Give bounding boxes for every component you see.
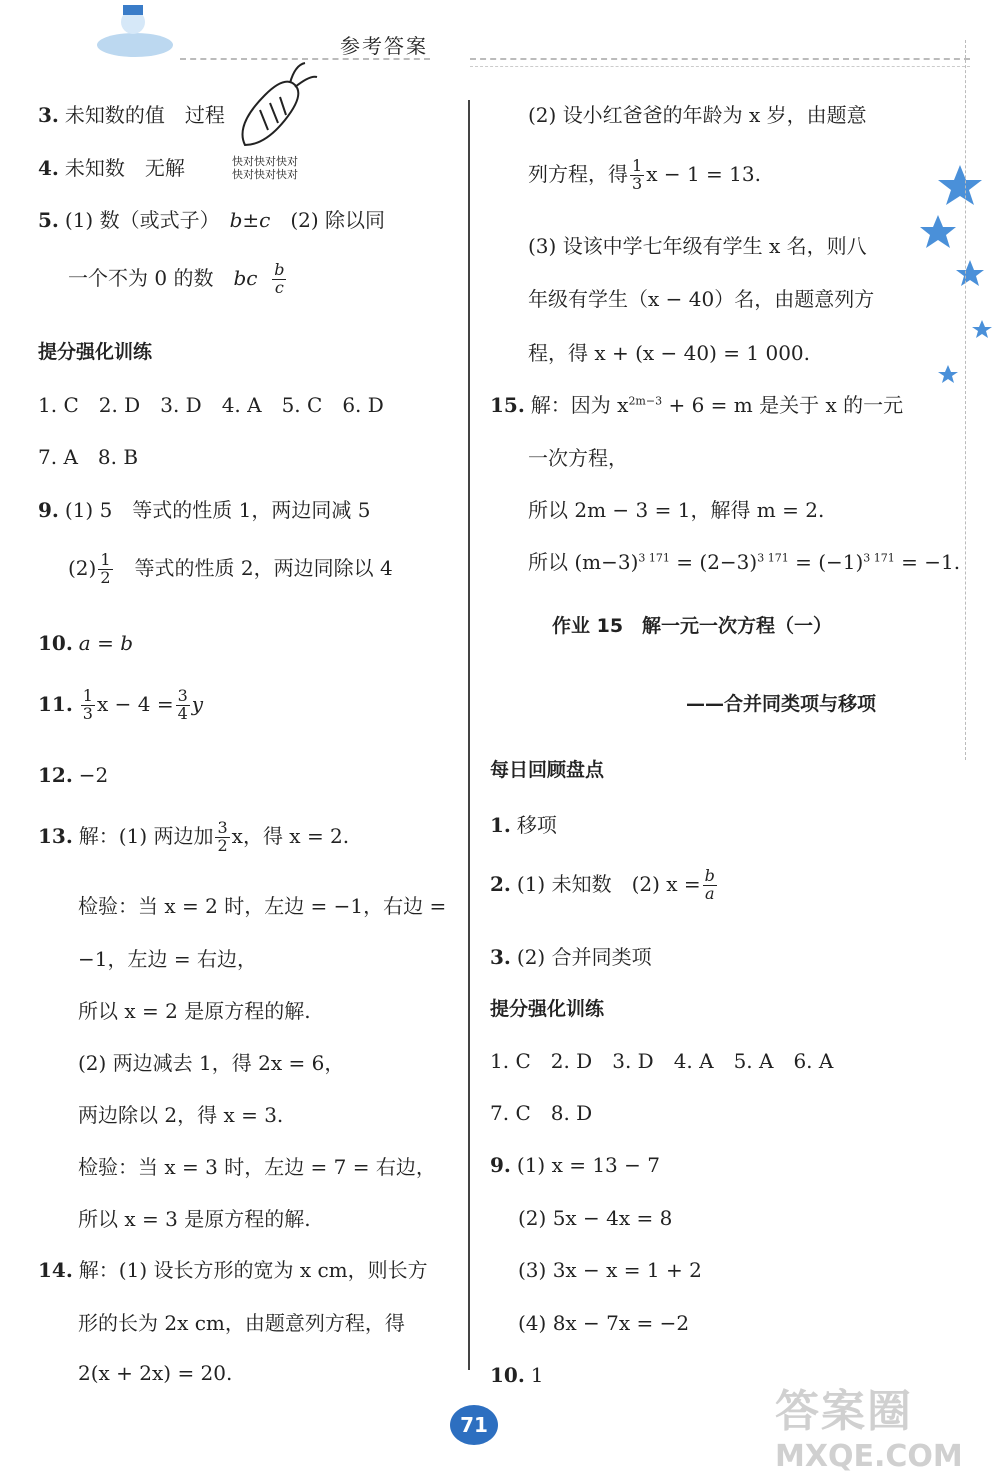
watermark-text: MXQE.COM <box>775 1439 963 1474</box>
daily-answer-1 <box>490 812 557 838</box>
exponent: 3 171 <box>757 551 789 565</box>
answer-9-1 <box>38 497 370 523</box>
watermark-text: 答案圈 <box>775 1386 913 1437</box>
answer-5 <box>38 207 385 233</box>
question-number: 3. <box>490 945 511 969</box>
section-heading: 提分强化训练 <box>38 341 153 363</box>
fraction: $\frac{3}{4}$ <box>177 686 188 723</box>
answer-9-right <box>490 1152 660 1178</box>
question-number: 9. <box>490 1153 511 1177</box>
answer-text: x，得 x = 2. <box>231 823 350 848</box>
answer-text: = (2−3) <box>669 550 758 574</box>
answer-line: (2) 5x − 4x = 8 <box>518 1206 673 1230</box>
question-number: 9. <box>38 498 59 522</box>
answer-10 <box>38 630 133 656</box>
daily-answer-2 <box>490 868 719 903</box>
fraction: $\frac{1}{3}$ <box>632 156 643 193</box>
answer-10-right <box>490 1362 544 1388</box>
exponent: 2m−3 <box>628 394 663 408</box>
question-number: 13. <box>38 823 73 848</box>
multiple-choice-answers: 1. C 2. D 3. D 4. A 5. A 6. A <box>490 1049 834 1073</box>
answer-text: 移项 <box>516 813 557 837</box>
math-expression: bc <box>233 265 258 290</box>
header-divider <box>470 66 970 67</box>
exponent: 3 171 <box>638 551 670 565</box>
question-number: 11. <box>38 691 73 716</box>
exponent: 3 171 <box>863 551 895 565</box>
multiple-choice-answers: 7. C 8. D <box>490 1101 593 1125</box>
question-number: 10. <box>38 631 73 655</box>
page-number-badge: 71 <box>450 1405 498 1445</box>
answer-line <box>528 158 761 193</box>
column-divider <box>468 100 470 1370</box>
answer-line: (2) 设小红爸爸的年龄为 x 岁，由题意 <box>528 103 867 127</box>
page-header-title: 参考答案 <box>340 34 428 58</box>
answer-text: (2) 合并同类项 <box>516 945 652 969</box>
question-number: 14. <box>38 1258 73 1282</box>
answer-line: 所以 x = 2 是原方程的解. <box>78 999 311 1023</box>
question-number: 2. <box>490 871 511 896</box>
answer-line: 检验：当 x = 2 时，左边 = −1，右边 = <box>78 894 447 918</box>
answer-text: 一个不为 0 的数 <box>68 265 234 290</box>
answer-line: (3) 3x − x = 1 + 2 <box>518 1258 702 1282</box>
answer-12 <box>38 762 108 788</box>
question-number: 10. <box>490 1363 525 1387</box>
answer-text: (2) <box>68 555 97 580</box>
answer-3 <box>38 102 225 128</box>
answer-line: −1，左边 = 右边， <box>78 947 257 971</box>
answer-text: x − 1 = 13. <box>646 161 761 186</box>
answer-text: = (−1) <box>788 550 864 574</box>
math-expression: y <box>191 691 204 716</box>
watermark-logo <box>775 1375 995 1474</box>
answer-line: 一次方程， <box>528 446 628 470</box>
stars-decoration <box>920 160 1000 390</box>
question-number: 1. <box>490 813 511 837</box>
answer-line: (3) 设该中学七年级有学生 x 名，则八 <box>528 234 867 258</box>
answer-text: 等式的性质 2，两边同除以 4 <box>114 555 393 580</box>
question-number: 5. <box>38 208 59 232</box>
question-number: 3. <box>38 103 59 127</box>
answer-14 <box>38 1257 428 1283</box>
answer-text: (1) 5 等式的性质 1，两边同减 5 <box>64 498 371 522</box>
fraction: $\frac{b}{c}$ <box>274 260 285 297</box>
snowman-decoration <box>95 0 175 65</box>
section-heading: 提分强化训练 <box>490 998 605 1020</box>
answer-line: 两边除以 2，得 x = 3. <box>78 1103 284 1127</box>
multiple-choice-answers: 1. C 2. D 3. D 4. A 5. C 6. D <box>38 393 384 417</box>
header-divider <box>470 58 970 60</box>
answer-line: 检验：当 x = 3 时，左边 = 7 = 右边， <box>78 1155 436 1179</box>
answer-line: 所以 2m − 3 = 1，解得 m = 2. <box>528 498 825 522</box>
answer-text: −2 <box>78 763 109 787</box>
sticker-line: 快对快对快对 <box>232 168 298 182</box>
answer-line: (2) 两边减去 1，得 2x = 6， <box>78 1051 345 1075</box>
answer-9-2 <box>68 552 393 587</box>
answer-text: = −1. <box>894 550 961 574</box>
answer-text: 列方程，得 <box>528 161 628 186</box>
multiple-choice-answers: 7. A 8. B <box>38 445 139 469</box>
math-expression: x − 4 = <box>96 691 174 716</box>
math-expression: b±c <box>229 208 271 232</box>
margin-guide <box>965 40 966 760</box>
answer-text: (1) 未知数 (2) x = <box>516 871 701 896</box>
answer-5-cont <box>68 262 288 297</box>
answer-11 <box>38 688 203 723</box>
fraction: $\frac{b}{a}$ <box>704 866 715 903</box>
fraction: $\frac{1}{2}$ <box>100 550 111 587</box>
answer-4 <box>38 155 185 181</box>
question-number: 12. <box>38 763 73 787</box>
fraction: $\frac{1}{3}$ <box>82 686 93 723</box>
assignment-title: 作业 15 解一元一次方程（一） <box>552 615 833 637</box>
fraction: $\frac{3}{2}$ <box>217 818 228 855</box>
question-number: 4. <box>38 156 59 180</box>
answer-text: 未知数的值 过程 <box>64 103 225 127</box>
answer-15 <box>490 392 903 418</box>
assignment-subtitle: ——合并同类项与移项 <box>686 693 877 715</box>
daily-answer-3 <box>490 944 652 970</box>
answer-text: (1) x = 13 − 7 <box>516 1153 660 1177</box>
answer-line <box>528 549 960 575</box>
answer-13 <box>38 820 349 855</box>
question-number: 15. <box>490 393 525 417</box>
answer-line: 程，得 x + (x − 40) = 1 000. <box>528 341 811 365</box>
answer-text: 未知数 无解 <box>64 156 185 180</box>
sticker-line: 快对快对快对 <box>232 155 298 168</box>
answer-text: 解：(1) 设长方形的宽为 x cm，则长方 <box>78 1258 428 1282</box>
answer-line: 所以 x = 3 是原方程的解. <box>78 1207 311 1231</box>
answer-text: + 6 = m 是关于 x 的一元 <box>662 393 904 417</box>
answer-text: 所以 (m−3) <box>528 550 639 574</box>
math-expression: a = b <box>78 631 133 655</box>
answer-text: (2) 除以同 <box>270 208 386 232</box>
answer-text: 解：因为 x <box>530 393 629 417</box>
answer-text: (1) 数（或式子） <box>64 208 230 232</box>
answer-line: (4) 8x − 7x = −2 <box>518 1311 690 1335</box>
section-heading: 每日回顾盘点 <box>490 759 605 781</box>
answer-text: 1 <box>530 1363 544 1387</box>
answer-line: 年级有学生（x − 40）名，由题意列方 <box>528 287 875 311</box>
answer-text: 解：(1) 两边加 <box>78 823 214 848</box>
sticker-text <box>232 155 298 181</box>
carrot-sticker-icon <box>225 55 325 155</box>
answer-line: 2(x + 2x) = 20. <box>78 1361 233 1385</box>
answer-line: 形的长为 2x cm，由题意列方程，得 <box>78 1311 405 1335</box>
